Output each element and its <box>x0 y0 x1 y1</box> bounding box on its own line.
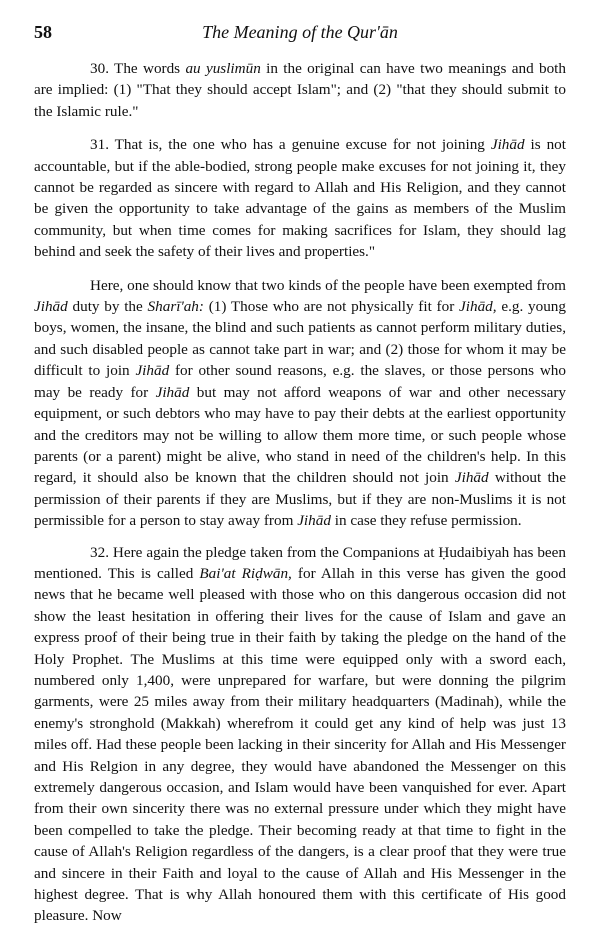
text-run: (1) Those who are not physically fit for <box>203 298 460 316</box>
paragraph-exemptions <box>34 275 566 532</box>
text-run: e.g. young boys, women, the insane, the blind and such patients as cannot perform military duties, and such disabled people as cannot take part in war; and (2) those for whom it may be difficult to join <box>34 298 566 380</box>
italic-term: Jihād <box>490 136 525 154</box>
text-run: 30. The words <box>90 60 186 77</box>
text-run: for Allah in this verse has given the good news that he became well pleased with those who on this dangerous occasion did not show the least hesitation in offering their lives for the cause of Islam and gave an express proof of their being true in their faith by taking the pledge on the hand of the Holy Prophet. The Muslims at this time were equipped only with a sword each, numbered only 1,400, were unprepared for warfare, but were donning the pilgrim garments, were 25 miles away from their military headquarters (Madinah), while the enemy's stronghold (Makkah) wherefrom it could get any kind of help was just 13 miles off. Had these people been lacking in their sincerity for Allah and His Messenger and His Relgion in any degree, they would have abandoned the Messenger on this extremely dangerous occasion, and Islam would have been vanquished for ever. Apart from their own sincerity there was no external pressure under which they might have been compelled to take the pledge. Their becoming ready at that time to fight in the cause of Allah's Religion regardless of the dangers, is a clear proof that they were true and sincere in their Faith and loyal to the cause of Allah and His Messenger in the highest degree. That is why Allah honoured them with this certificate of His good pleasure. Now <box>34 564 566 925</box>
text-run: for other sound reasons, e.g. the slaves, or those persons who may be ready for <box>34 362 566 401</box>
italic-term: Jihād <box>34 298 68 316</box>
text-run: 32. Here again the pledge taken from the Companions at Ḥudaibiyah has been mentioned. This is called <box>34 543 566 582</box>
paragraph-note-32 <box>34 542 566 927</box>
page-header <box>34 22 566 48</box>
text-run: is not accountable, but if the able-bodied, strong people make excuses for not joining it, they cannot be regarded as sincere with regard to Allah and His Religion, and they cannot be given the opportunity to take advantage of the gains as members of the Muslim community, but when time comes for making sacrifices for Islam, they should lag behind and seek the safety of their lives and properties." <box>34 136 566 261</box>
italic-term: Jihād <box>454 469 489 487</box>
text-run: in the original can have two meanings and both are implied: (1) "That they should accept Islam"; and (2) "that they should submit to the Islamic rule." <box>34 60 566 120</box>
text-run: without the permission of their parents if they are Muslims, but if they are non-Muslims it is not permissible for a person to stay away from <box>34 469 566 530</box>
italic-term: Bai'at Riḍwān, <box>199 564 292 582</box>
paragraph-note-31 <box>34 134 566 262</box>
text-run: Here, one should know that two kinds of the people have been exempted from <box>90 276 566 294</box>
text-run: in case they refuse permission. <box>330 512 522 530</box>
paragraph-note-30 <box>34 58 566 122</box>
italic-term: au yuslimūn <box>185 60 261 77</box>
text-run: 31. That is, the one who has a genuine excuse for not joining <box>90 136 491 154</box>
italic-term: Jihād <box>297 512 331 530</box>
text-run: but may not afford weapons of war and other necessary equipment, or such debtors who may have to pay their debts at the earliest opportunity and the creditors may not be willing to allow them more time, or such people whose parents (or a parent) might be alive, who stand in need of the children's help. In this regard, it should also be known that the children should not join <box>34 383 567 487</box>
italic-term: Jihād <box>135 362 170 380</box>
book-page <box>34 22 566 927</box>
text-run: duty by the <box>67 298 148 316</box>
running-head: The Meaning of the Qur'ān <box>202 22 398 42</box>
italic-term: Sharī'ah: <box>147 298 204 316</box>
italic-term: Jihād <box>155 383 190 401</box>
italic-term: Jihād, <box>459 298 497 316</box>
page-number: 58 <box>34 22 52 42</box>
